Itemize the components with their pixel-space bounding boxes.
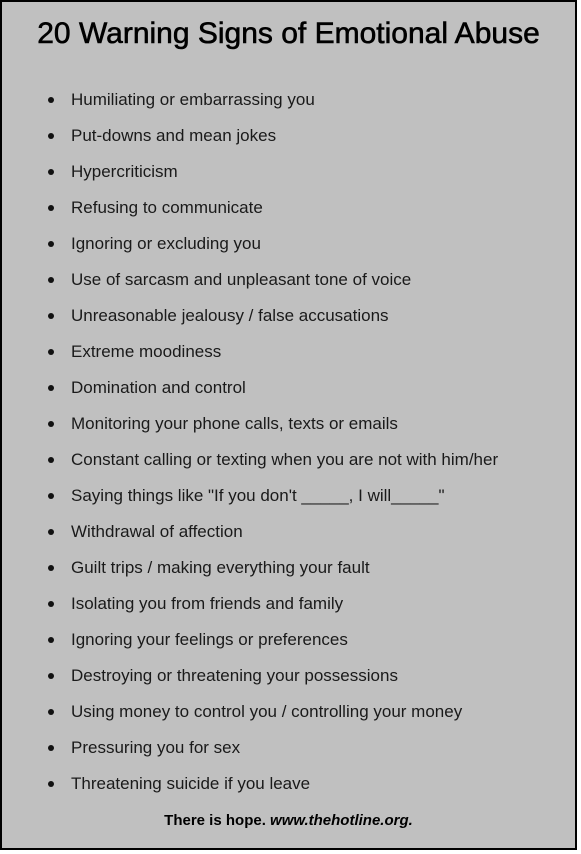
hotline-url: www.thehotline.org. [270, 812, 413, 829]
list-item-label: Monitoring your phone calls, texts or emails [71, 414, 398, 433]
bullet-icon [48, 565, 54, 571]
list-item [2, 190, 575, 226]
bullet-icon [48, 421, 54, 427]
list-item [2, 370, 575, 406]
bullet-icon [48, 169, 54, 175]
bullet-icon [48, 97, 54, 103]
list-item [2, 550, 575, 586]
list-item [2, 298, 575, 334]
list-item-label: Ignoring your feelings or preferences [71, 630, 348, 649]
bullet-icon [48, 673, 54, 679]
list-item-label: Hypercriticism [71, 162, 178, 181]
list-item [2, 262, 575, 298]
list-item-label: Withdrawal of affection [71, 522, 243, 541]
bullet-icon [48, 277, 54, 283]
list-item [2, 478, 575, 514]
list-item [2, 766, 575, 802]
list-item [2, 622, 575, 658]
list-item [2, 658, 575, 694]
list-item [2, 586, 575, 622]
bullet-icon [48, 349, 54, 355]
warning-signs-list [2, 82, 575, 802]
list-item-label: Pressuring you for sex [71, 738, 241, 757]
list-item-label: Refusing to communicate [71, 198, 263, 217]
list-item-label: Ignoring or excluding you [71, 234, 261, 253]
list-item-label: Extreme moodiness [71, 342, 222, 361]
list-item-label: Use of sarcasm and unpleasant tone of voice [71, 270, 412, 289]
list-item-label: Saying things like "If you don't _____, I will_____" [71, 486, 445, 505]
list-item [2, 442, 575, 478]
bullet-icon [48, 529, 54, 535]
bullet-icon [48, 385, 54, 391]
list-item-label: Domination and control [71, 378, 246, 397]
list-item [2, 226, 575, 262]
list-item [2, 406, 575, 442]
bullet-icon [48, 457, 54, 463]
list-item [2, 514, 575, 550]
bullet-icon [48, 745, 54, 751]
footer [2, 812, 575, 829]
bullet-icon [48, 709, 54, 715]
list-item-label: Guilt trips / making everything your fault [71, 558, 370, 577]
list-item [2, 694, 575, 730]
list-item [2, 118, 575, 154]
list-item [2, 154, 575, 190]
footer-text: There is hope. [164, 812, 271, 829]
list-item-label: Isolating you from friends and family [71, 594, 344, 613]
list-item-label: Humiliating or embarrassing you [71, 90, 315, 109]
list-item-label: Using money to control you / controlling your money [71, 702, 463, 721]
list-item-label: Threatening suicide if you leave [71, 774, 311, 793]
list-item [2, 82, 575, 118]
bullet-icon [48, 781, 54, 787]
bullet-icon [48, 133, 54, 139]
list-item [2, 334, 575, 370]
bullet-icon [48, 313, 54, 319]
list-item [2, 730, 575, 766]
bullet-icon [48, 601, 54, 607]
list-item-label: Unreasonable jealousy / false accusations [71, 306, 389, 325]
bullet-icon [48, 241, 54, 247]
page-title: 20 Warning Signs of Emotional Abuse [37, 17, 540, 50]
bullet-icon [48, 205, 54, 211]
list-item-label: Destroying or threatening your possessions [71, 666, 398, 685]
bullet-icon [48, 637, 54, 643]
list-item-label: Constant calling or texting when you are not with him/her [71, 450, 499, 469]
list-item-label: Put-downs and mean jokes [71, 126, 277, 145]
bullet-icon [48, 493, 54, 499]
